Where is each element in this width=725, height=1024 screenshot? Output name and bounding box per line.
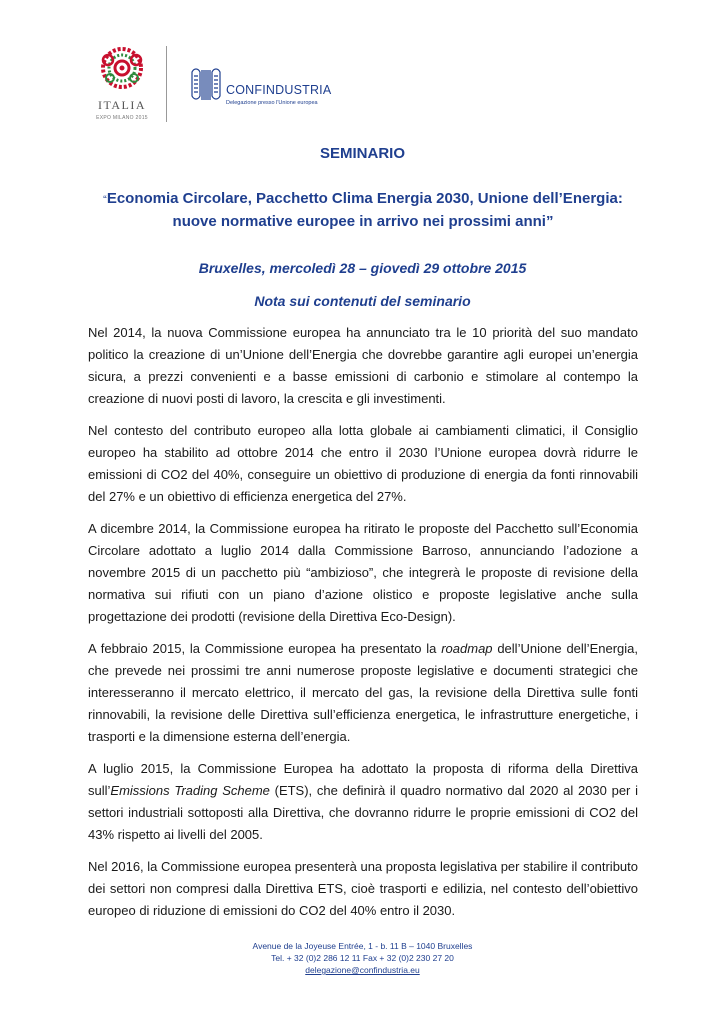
subtitle-text: Economia Circolare, Pacchetto Clima Energia 2030, Unione dell’Energia: nuove normative europee in arrivo nei prossimi anni” [106,190,623,230]
paragraph-4 [88,638,638,748]
page-footer [0,940,725,976]
paragraph-5-text-b: (ETS), che definirà il quadro normativo dal 2020 al 2030 per i settori industriali sottoposti alla Direttiva, che dovranno ridurre le proprie emissioni di CO2 del 43% rispetto ai livelli del 2005. [88,783,638,842]
paragraph-4-text-a: A febbraio 2015, la Commissione europea ha presentato la [88,641,442,656]
footer-email-link[interactable]: delegazione@confindustria.eu [305,965,420,975]
paragraph-2: Nel contesto del contributo europeo alla lotta globale ai cambiamenti climatici, il Consiglio europeo ha stabilito ad ottobre 2014 che entro il 2030 l’Unione europea dovrà ridurre le emissioni di CO2 del 40%, conseguire un obiettivo di produzione di energia da fonti rinnovabili del 27% e un obiettivo di efficienza energetica del 27%. [88,423,638,504]
document-body [88,322,638,932]
expo-emblem-icon [96,44,148,94]
paragraph-3: A dicembre 2014, la Commissione europea ha ritirato le proposte del Pacchetto sull’Economia Circolare adottato a luglio 2014 dalla Commissione Barroso, annunciando l’adozione a novembre 2015 di un pacchetto più “ambizioso”, che integrerà le proposte di revisione della normativa sui rifiuti con un piano d’azione olistico e proposte legislative anche sulla progettazione dei prodotti (revisione della Direttiva Eco-Design). [88,521,638,624]
letterhead [0,0,725,130]
paragraph-5-emphasis: Emissions Trading Scheme [110,783,270,798]
paragraph-5 [88,758,638,846]
paragraph-4-text-b: dell’Unione dell’Energia, che prevede nei prossimi tre anni numerose proposte legislative e documenti strategici che interesseranno il mercato elettrico, il mercato del gas, la revisione della Direttiva sulle fonti rinnovabili, la revisione delle Direttiva sull’efficienza energetica, le infrastrutture energetiche, i trasporti e la dimensione esterna dell’energia. [88,641,638,744]
seminar-subtitle [88,188,638,233]
expo-italia-logo [96,44,148,126]
confindustria-eagle-icon [188,66,224,104]
header-divider [166,46,167,122]
paragraph-4-emphasis: roadmap [441,641,493,656]
subtitle-open-quote: “ [103,194,107,206]
seminar-date: Bruxelles, mercoledì 28 – giovedì 29 ottobre 2015 [198,260,527,276]
confindustria-logo [188,66,338,110]
confindustria-subtitle: Delegazione presso l'Unione europea [226,100,318,106]
paragraph-6: Nel 2016, la Commissione europea presenterà una proposta legislativa per stabilire il contributo dei settori non compresi dalla Direttiva ETS, cioè trasporti e edilizia, nel contesto dell’obiettivo europeo di riduzione di emissioni do CO2 del 40% entro il 2030. [88,859,638,918]
document-title: SEMINARIO [319,145,405,162]
footer-address: Avenue de la Joyeuse Entrée, 1 - b. 11 B – 1040 Bruxelles [252,941,473,951]
expo-logo-text: ITALIA [97,98,147,112]
paragraph-5-text-a: A luglio 2015, la Commissione Europea ha adottato la proposta di riforma della Direttiva sull’ [88,761,638,798]
expo-logo-subtext: EXPO MILANO 2015 [96,115,148,121]
note-heading: Nota sui contenuti del seminario [254,293,471,309]
paragraph-1: Nel 2014, la nuova Commissione europea ha annunciato tra le 10 priorità del suo mandato politico la creazione di un’Unione dell’Energia che dovrebbe garantire agli europei un’energia sicura, a prezzi convenienti e a basse emissioni di carbonio e stimolare al contempo la creazione di nuovi posti di lavoro, la crescita e gli investimenti. [88,325,638,406]
footer-phone: Tel. + 32 (0)2 286 12 11 Fax + 32 (0)2 230 27 20 [271,953,454,963]
confindustria-name: CONFINDUSTRIA [226,83,332,97]
